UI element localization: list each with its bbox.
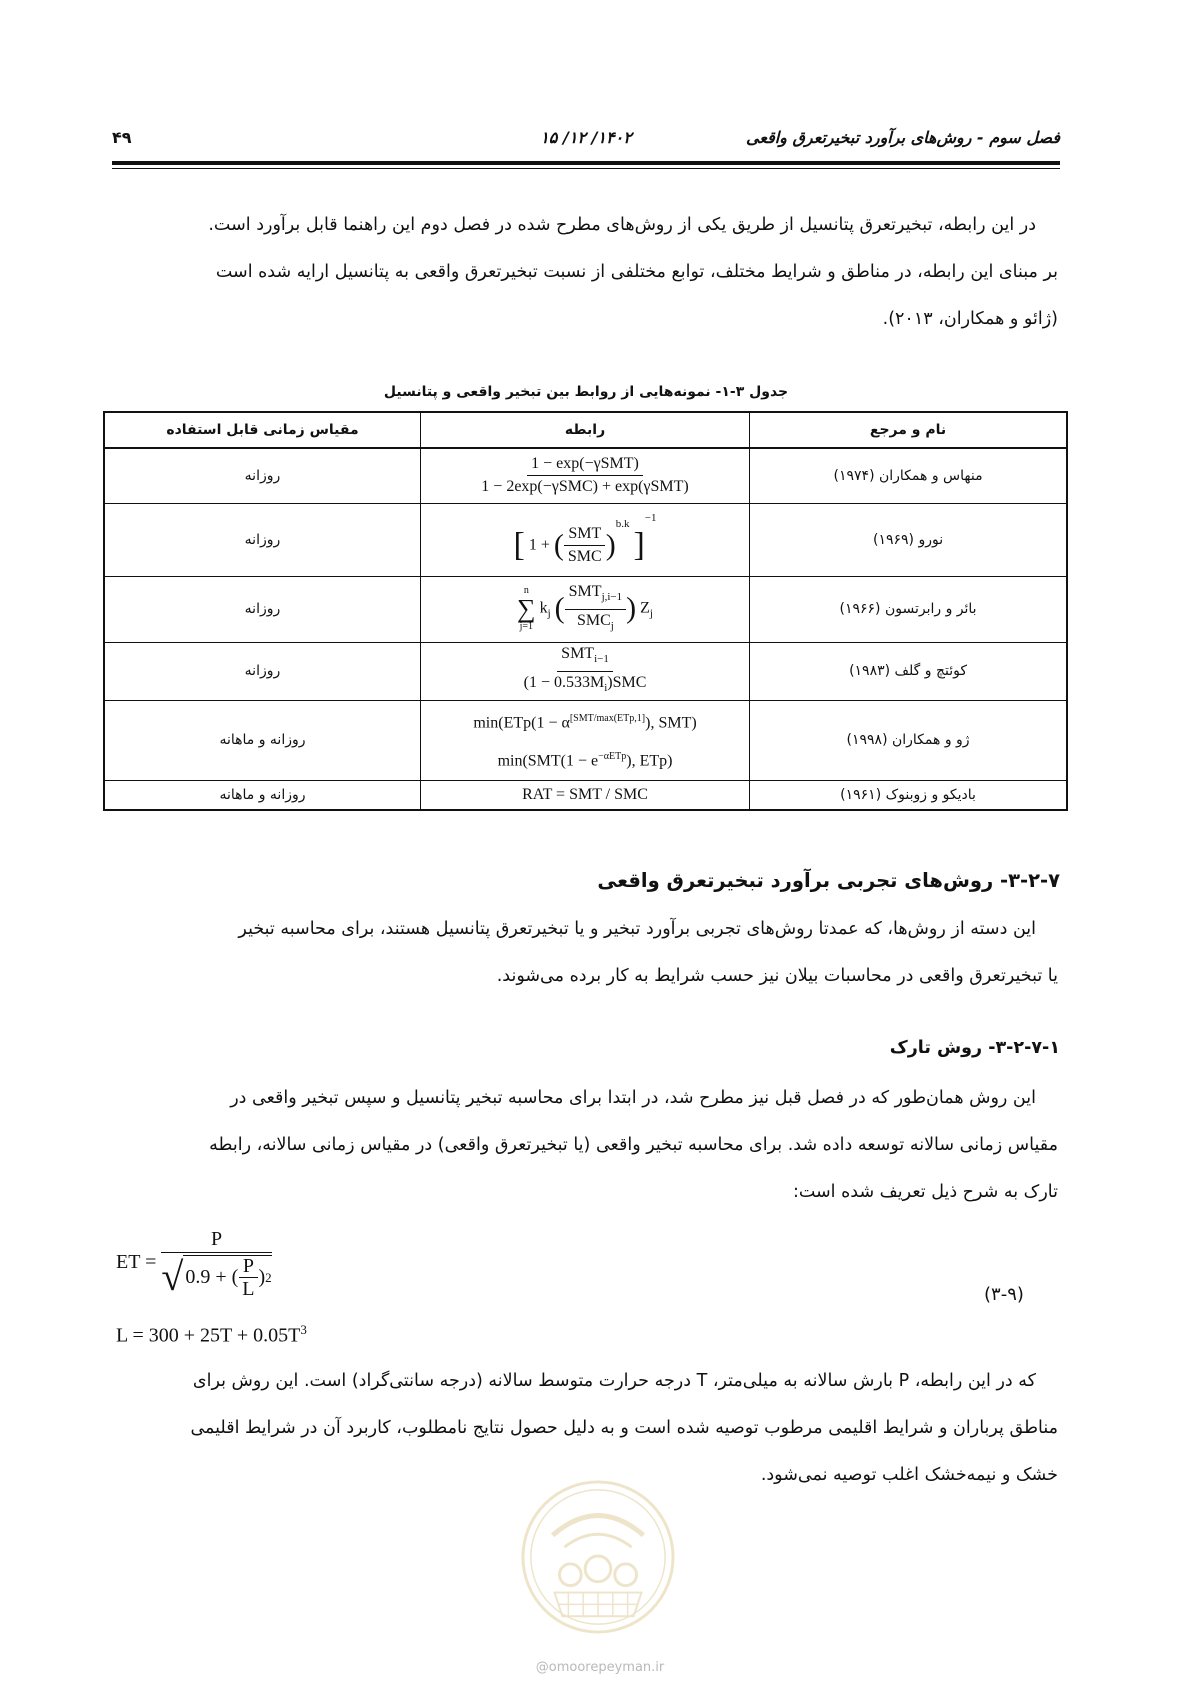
table-row (104, 780, 1067, 810)
closing-line-2: مناطق پرباران و شرایط اقلیمی مرطوب توصیه شده است و به دلیل حصول نتایج نامطلوب، کاربرد آن در شرایط اقلیمی (190, 1418, 1058, 1438)
row-formula (420, 503, 749, 576)
header-relation: رابطه (420, 412, 749, 448)
formula-5b: $\min(SMT(1 - e^{-\alpha ETp})$, ETp) (497, 751, 673, 770)
page-number: ۴۹ (112, 128, 132, 147)
section-line-1: این دسته از روش‌ها، که عمدتا روش‌های تجربی برآورد تبخیر و یا تبخیرتعرق پتانسیل هستند، برای محاسبه تبخیر (238, 919, 1036, 939)
row-scale: روزانه (104, 576, 420, 642)
closing-line-1: که در این رابطه، P بارش سالانه به میلی‌متر، T درجه حرارت متوسط سالانه (درجه سانتی‌گراد) است. این روش برای (192, 1371, 1036, 1391)
equation-exponent: 2 (265, 1269, 272, 1285)
formula-4: $\frac{SMT_{i-1}}{(1 - 0.533M_i)SMC}$ (523, 645, 647, 694)
sqrt-symbol: √ (161, 1254, 184, 1299)
row-scale: روزانه و ماهانه (104, 700, 420, 780)
subsection-heading: ۳-۲-۷-۱- روش تارک (889, 1038, 1060, 1058)
relations-table (103, 411, 1068, 811)
row-formula (420, 700, 749, 780)
formula-2-outer-exponent: −1 (644, 512, 657, 525)
table-row (104, 503, 1067, 576)
row-scale: روزانه (104, 642, 420, 700)
equation-number: (۳-۹) (984, 1284, 1024, 1305)
formula-1-numerator: 1 − exp(−γSMT) (527, 454, 643, 476)
page-header (112, 128, 1060, 154)
row-formula (420, 448, 749, 503)
formula-1-denominator: 1 − 2exp(−γSMC) + exp(γSMT) (481, 478, 689, 496)
row-name: منهاس و همکاران (۱۹۷۴) (750, 448, 1067, 503)
header-name: نام و مرجع (750, 412, 1067, 448)
equation-numerator: P (210, 1228, 223, 1250)
sum-symbol: ∑ (517, 594, 536, 623)
section-line-2: یا تبخیرتعرق واقعی در محاسبات بیلان نیز حسب شرایط به کار برده می‌شوند. (496, 966, 1058, 986)
table-row (104, 642, 1067, 700)
chapter-title: فصل سوم - روش‌های برآورد تبخیرتعرق واقعی (746, 128, 1060, 147)
formula-2-exponent: b.k (615, 518, 630, 531)
formula-5a: min(ETp(1 − α[SMT/max(ETp,1]), SMT) (473, 712, 697, 731)
formula-2-denominator: SMC (567, 547, 602, 565)
table-row (104, 448, 1067, 503)
equation-lhs: ET = (116, 1251, 157, 1273)
row-name: نورو (۱۹۶۹) (750, 503, 1067, 576)
row-name: بائر و رابرتسون (۱۹۶۶) (750, 576, 1067, 642)
equation-inner-numerator: P (239, 1256, 258, 1278)
row-scale: روزانه (104, 448, 420, 503)
formula-1 (477, 454, 692, 497)
equation-et: ET = P √ 0.9 + ( $\frac{P}{L}$ ) 2 (116, 1228, 272, 1300)
closing-line-3: خشک و نیمه‌خشک اغلب توصیه نمی‌شود. (760, 1465, 1058, 1485)
intro-line-2: بر مبنای این رابطه، در مناطق و شرایط مختلف، توابع مختلفی از نسبت تبخیرتعرق واقعی به پتانسیل ارایه شده است (215, 262, 1058, 282)
equation-inner-denominator: L (242, 1278, 255, 1300)
row-formula (420, 642, 749, 700)
table-header-row (104, 412, 1067, 448)
row-formula (420, 576, 749, 642)
row-scale: روزانه (104, 503, 420, 576)
row-formula (420, 780, 749, 810)
intro-line-1: در این رابطه، تبخیرتعرق پتانسیل از طریق یکی از روش‌های مطرح شده در فصل دوم این راهنما قابل برآورد است. (208, 215, 1036, 235)
subsection-line-3: تارک به شرح ذیل تعریف شده است: (792, 1182, 1058, 1202)
intro-paragraph (114, 202, 1058, 343)
row-name: ژو و همکاران (۱۹۹۸) (750, 700, 1067, 780)
row-scale: روزانه و ماهانه (104, 780, 420, 810)
intro-line-3: (ژائو و همکاران، ۲۰۱۳). (882, 309, 1058, 329)
row-name: بادیکو و زوبنوک (۱۹۶۱) (750, 780, 1067, 810)
watermark-url: @omoorepeyman.ir (535, 1660, 665, 1675)
table-caption: جدول ۳-۱- نمونه‌هایی از روابط بین تبخیر واقعی و پتانسیل (383, 384, 789, 400)
section-paragraph (114, 906, 1058, 1000)
row-name: کوئتچ و گلف (۱۹۸۳) (750, 642, 1067, 700)
formula-2: [ 1 + ( $\frac{\text{SMT}}{\text{SMC}}$ )$^{b.k}$ ]$^{-1}$ (513, 512, 657, 565)
header-scale: مقیاس زمانی قابل استفاده (104, 412, 420, 448)
watermark-seal-icon (519, 1478, 677, 1636)
subsection-paragraph (114, 1075, 1058, 1216)
formula-2-numerator: SMT (564, 524, 605, 546)
equation-l: $L = 300 + 25T + 0.05T^3$ (116, 1322, 307, 1347)
equation-radicand-const: 0.9 + ( (185, 1266, 239, 1288)
formula-3: n ∑ j=1 $k_j$ ( $\frac{SMT_{j,i-1}}{SMC_j}$ ) $Z_j$ (517, 583, 653, 632)
table-row (104, 700, 1067, 780)
subsection-line-2: مقیاس زمانی سالانه توسعه داده شد. برای محاسبه تبخیر واقعی (یا تبخیرتعرق واقعی) در مقیاس زمانی سالانه، رابطه (209, 1135, 1058, 1155)
formula-6: RAT = SMT / SMC (522, 785, 648, 803)
subsection-line-1: این روش همان‌طور که در فصل قبل نیز مطرح شد، در ابتدا برای محاسبه تبخیر پتانسیل و سپس تبخیر واقعی در (230, 1088, 1036, 1108)
table-row (104, 576, 1067, 642)
header-date: ۱۴۰۲/ ۱۲/ ۱۵ (540, 128, 632, 147)
header-rule-thin (112, 168, 1060, 169)
header-rule-thick (112, 161, 1060, 165)
section-heading: ۳-۲-۷- روش‌های تجربی برآورد تبخیرتعرق واقعی (597, 869, 1060, 892)
